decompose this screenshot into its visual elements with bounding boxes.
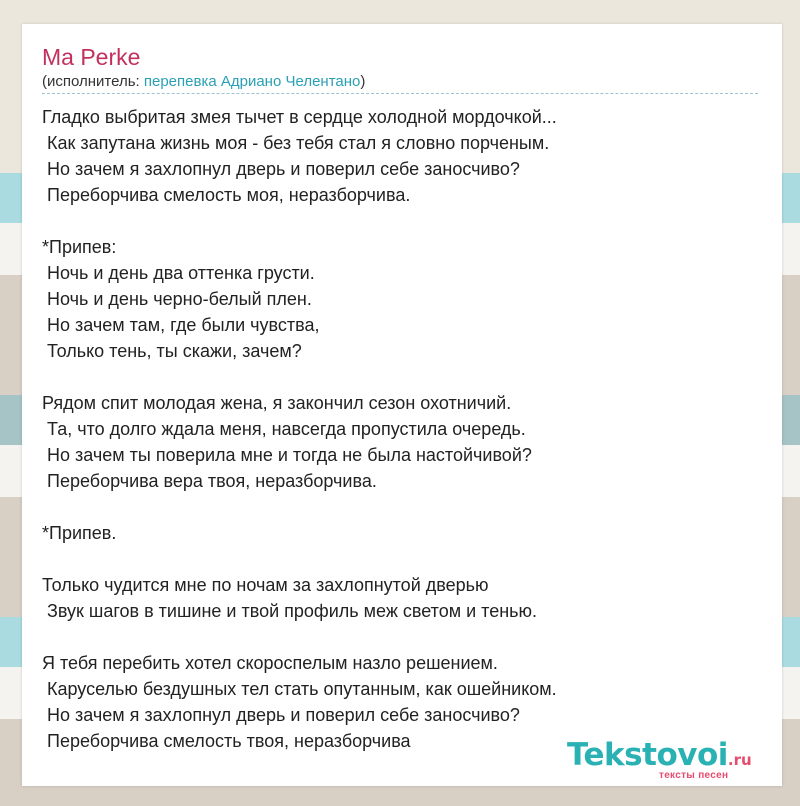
lyric-blank-line — [42, 546, 762, 572]
performer-prefix: (исполнитель: — [42, 73, 144, 90]
lyric-line: Я тебя перебить хотел скороспелым назло решением. — [42, 653, 498, 673]
lyric-line: Только чудится мне по ночам за захлопнутой дверью — [42, 575, 489, 595]
lyric-line: *Припев. — [42, 523, 117, 543]
lyrics-text — [42, 104, 762, 754]
lyric-line: Ночь и день черно-белый плен. — [42, 289, 312, 309]
lyric-line: Переборчива смелость моя, неразборчива. — [42, 185, 411, 205]
lyric-line: Как запутана жизнь моя - без тебя стал я словно порченым. — [42, 133, 550, 153]
performer-link[interactable]: перепевка Адриано Челентано — [143, 73, 361, 90]
site-logo[interactable] — [567, 737, 777, 785]
lyric-line: Но зачем там, где были чувства, — [42, 315, 320, 335]
song-title: Ma Perke — [42, 44, 141, 70]
lyric-line: Та, что долго ждала меня, навсегда пропустила очередь. — [42, 419, 526, 439]
logo-tld: .ru — [727, 751, 752, 769]
lyrics-card — [22, 24, 782, 786]
lyric-line: *Припев: — [42, 237, 117, 257]
lyric-line: Каруселью бездушных тел стать опутанным, как ошейником. — [42, 679, 557, 699]
lyric-line: Гладко выбритая змея тычет в сердце холодной мордочкой... — [42, 107, 557, 127]
performer-suffix: ) — [360, 73, 366, 90]
lyric-line: Звук шагов в тишине и твой профиль меж светом и тенью. — [42, 601, 538, 621]
lyric-blank-line — [42, 494, 762, 520]
logo-name: Tekstovoi — [567, 737, 728, 773]
lyric-blank-line — [42, 364, 762, 390]
lyric-line: Переборчива вера твоя, неразборчива. — [42, 471, 377, 491]
lyric-line: Но зачем ты поверила мне и тогда не была настойчивой? — [42, 445, 532, 465]
lyric-line: Но зачем я захлопнул дверь и поверил себе заносчиво? — [42, 705, 520, 725]
lyric-line: Только тень, ты скажи, зачем? — [42, 341, 302, 361]
logo-tagline: тексты песен — [659, 770, 729, 781]
lyric-blank-line — [42, 208, 762, 234]
lyric-line: Переборчива смелость твоя, неразборчива — [42, 731, 411, 751]
lyric-blank-line — [42, 624, 762, 650]
lyric-line: Рядом спит молодая жена, я закончил сезон охотничий. — [42, 393, 512, 413]
lyric-line: Но зачем я захлопнул дверь и поверил себе заносчиво? — [42, 159, 520, 179]
lyric-line: Ночь и день два оттенка грусти. — [42, 263, 315, 283]
performer-line — [42, 73, 758, 94]
